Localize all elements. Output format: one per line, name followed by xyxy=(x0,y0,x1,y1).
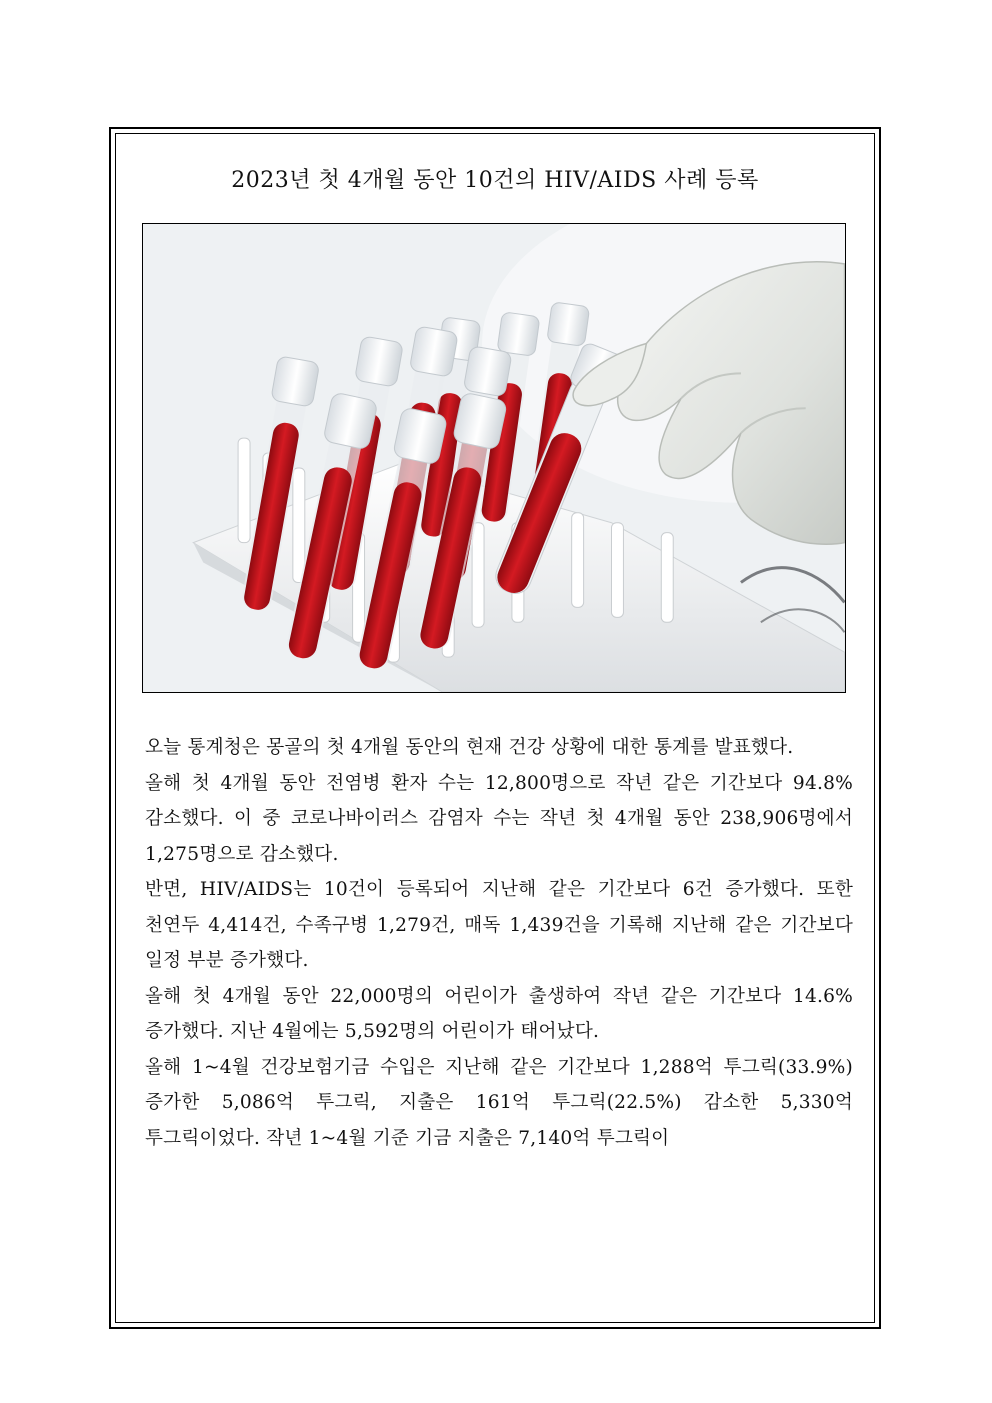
blood-test-tubes-illustration xyxy=(143,224,845,692)
article-photo xyxy=(142,223,846,693)
article-paragraph-3: 반면, HIV/AIDS는 10건이 등록되어 지난해 같은 기간보다 6건 증가했다. 또한 천연두 4,414건, 수족구병 1,279건, 매독 1,439건을 기록해 지난해 같은 기간보다 일정 부분 증가했다. xyxy=(145,879,853,971)
article-paragraph-1: 오늘 통계청은 몽골의 첫 4개월 동안의 현재 건강 상황에 대한 통계를 발표했다. xyxy=(145,737,794,758)
article-paragraph-4: 올해 첫 4개월 동안 22,000명의 어린이가 출생하여 작년 같은 기간보다 14.6% 증가했다. 지난 4월에는 5,592명의 어린이가 태어났다. xyxy=(145,985,853,1042)
article-title: 2023년 첫 4개월 동안 10건의 HIV/AIDS 사례 등록 xyxy=(231,168,759,193)
article-paragraph-2: 올해 첫 4개월 동안 전염병 환자 수는 12,800명으로 작년 같은 기간보다 94.8% 감소했다. 이 중 코로나바이러스 감염자 수는 작년 첫 4개월 동안 238,906명에서 1,275명으로 감소했다. xyxy=(145,772,853,865)
article-body xyxy=(145,730,853,1156)
article-paragraph-5: 올해 1~4월 건강보험기금 수입은 지난해 같은 기간보다 1,288억 투그릭(33.9%) 증가한 5,086억 투그릭, 지출은 161억 투그릭(22.5%) 감소한 5,330억 투그릭이었다. 작년 1~4월 기준 기금 지출은 7,140억 투그릭이 xyxy=(145,1056,853,1149)
